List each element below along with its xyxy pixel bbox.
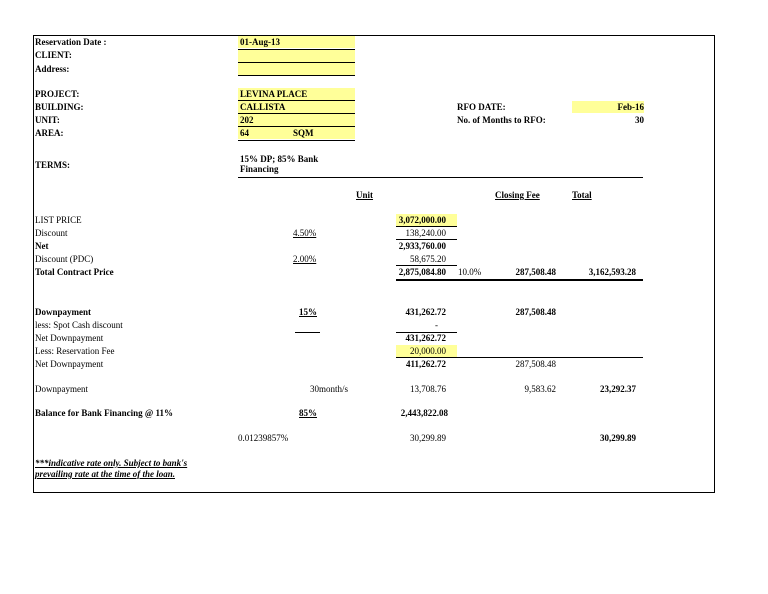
unit-value: 202 (240, 115, 254, 125)
terms-label: TERMS: (35, 160, 71, 170)
reservation-fee-label: Less: Reservation Fee (35, 346, 115, 356)
reservation-date-label: Reservation Date : (35, 37, 107, 47)
reservation-fee-value: 20,000.00 (410, 346, 446, 356)
rfo-date-label: RFO DATE: (457, 102, 506, 112)
project-value: LEVINA PLACE (240, 89, 308, 99)
bank-financing-pct: 85% (299, 408, 317, 418)
amortization-unit: 30,299.89 (410, 433, 446, 443)
note-line-1: ***indicative rate only. Subject to bank's (35, 458, 188, 468)
downpayment-pct: 15% (299, 307, 317, 317)
terms-line-1: 15% DP; 85% Bank (240, 154, 319, 164)
monthly-closing: 9,583.62 (524, 384, 556, 394)
months-rfo-label: No. of Months to RFO: (457, 115, 546, 125)
building-value: CALLISTA (240, 102, 286, 112)
net-downpayment-2-label: Net Downpayment (35, 359, 104, 369)
downpayment-label: Downpayment (35, 307, 92, 317)
discount-pdc-value: 58,675.20 (410, 254, 446, 264)
terms-line-2: Financing (240, 164, 279, 174)
monthly-unit: 13,708.76 (410, 384, 446, 394)
net-downpayment-value: 431,262.72 (405, 333, 446, 343)
discount-pct: 4.50% (293, 228, 317, 238)
area-value: 64 (240, 128, 249, 138)
address-label: Address: (35, 64, 70, 74)
net-downpayment-label: Net Downpayment (35, 333, 104, 343)
column-unit: Unit (356, 190, 374, 200)
discount-value: 138,240.00 (405, 228, 446, 238)
months-rfo-value: 30 (635, 115, 644, 125)
area-label: AREA: (35, 128, 64, 138)
monthly-downpayment-label: Downpayment (35, 384, 88, 394)
downpayment-unit: 431,262.72 (405, 307, 446, 317)
column-closing-fee: Closing Fee (495, 190, 540, 200)
list-price-value: 3,072,000.00 (398, 215, 446, 225)
amortization-factor: 0.01239857% (238, 433, 289, 443)
tcp-value: 2,875,084.80 (398, 267, 446, 277)
client-cell[interactable] (238, 50, 355, 62)
list-price-label: LIST PRICE (35, 215, 82, 225)
tcp-label: Total Contract Price (35, 267, 114, 277)
discount-pdc-label: Discount (PDC) (35, 254, 94, 264)
address-cell[interactable] (238, 63, 355, 75)
column-total: Total (572, 190, 592, 200)
unit-cell[interactable] (238, 114, 355, 126)
bank-financing-label: Balance for Bank Financing @ 11% (35, 408, 173, 418)
net-value: 2,933,760.00 (398, 241, 446, 251)
net-downpayment-2-closing: 287,508.48 (515, 359, 556, 369)
closing-pct: 10.0% (458, 267, 482, 277)
net-downpayment-2-value: 411,262.72 (405, 359, 446, 369)
closing-fee-value: 287,508.48 (515, 267, 556, 277)
rfo-date-value: Feb-16 (617, 102, 644, 112)
building-label: BUILDING: (35, 102, 84, 112)
reservation-date-value: 01-Aug-13 (240, 37, 280, 47)
monthly-terms: 30month/s (310, 384, 349, 394)
spot-cash-value: - (435, 320, 438, 330)
bank-financing-balance: 2,443,822.08 (400, 408, 448, 418)
tcp-total-value: 3,162,593.28 (588, 267, 636, 277)
unit-label: UNIT: (35, 115, 60, 125)
spot-cash-label: less: Spot Cash discount (35, 320, 123, 330)
monthly-total: 23,292.37 (600, 384, 636, 394)
area-unit: SQM (293, 128, 314, 138)
discount-pdc-pct: 2.00% (293, 254, 317, 264)
amortization-total: 30,299.89 (600, 433, 636, 443)
client-label: CLIENT: (35, 50, 72, 60)
discount-label: Discount (35, 228, 68, 238)
net-label: Net (35, 241, 49, 251)
downpayment-closing: 287,508.48 (515, 307, 556, 317)
note-line-2: prevailing rate at the time of the loan. (35, 469, 175, 479)
project-label: PROJECT: (35, 89, 80, 99)
